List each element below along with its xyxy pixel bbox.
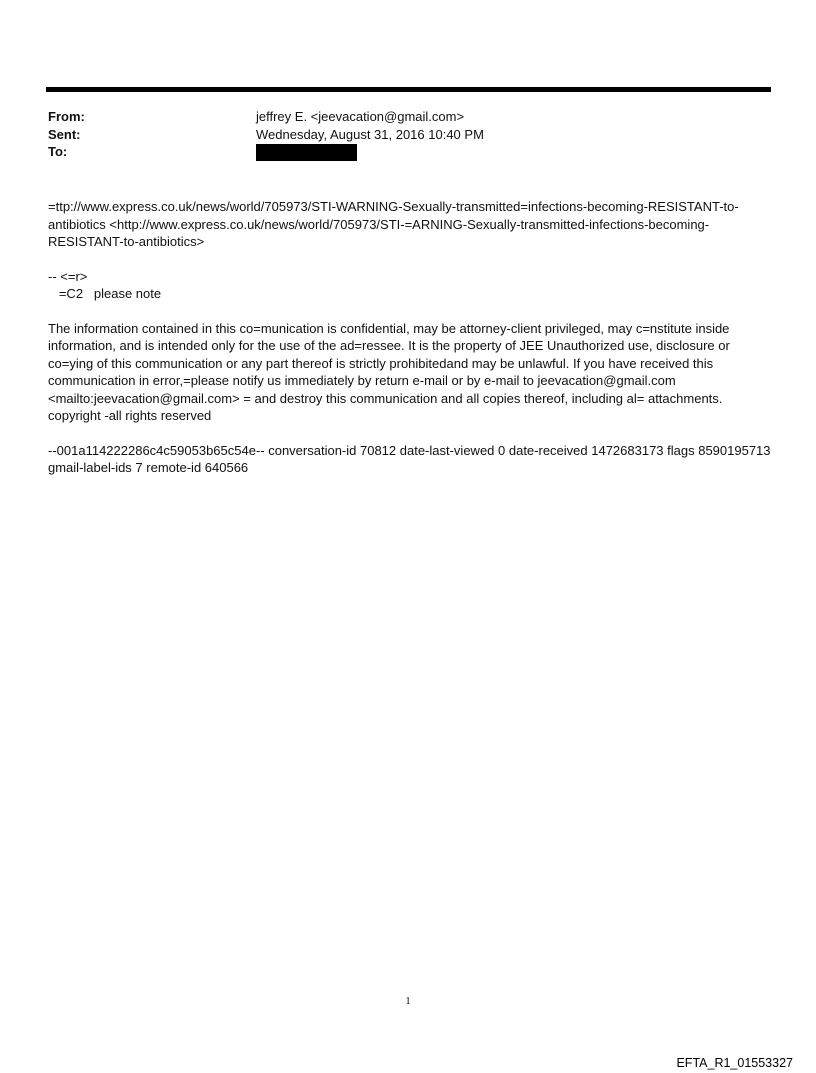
- signature-line-2: =C2 please note: [48, 286, 162, 301]
- from-label: From:: [48, 109, 85, 124]
- from-row: [48, 108, 768, 126]
- sent-value: Wednesday, August 31, 2016 10:40 PM: [256, 126, 484, 142]
- signature-line-1: -- <=r>: [48, 268, 88, 284]
- email-header: [48, 108, 768, 161]
- metadata-paragraph: --001a114222286c4c59053b65c54e-- conversation-id 70812 date-last-viewed 0 date-received 1472683173 flags 8590195713 gmail-label-ids 7 remote-id 640566: [48, 442, 771, 475]
- email-body: [48, 198, 776, 494]
- sent-row: [48, 126, 768, 144]
- page-number: 1: [405, 995, 411, 1007]
- from-value: jeffrey E. <jeevacation@gmail.com>: [256, 109, 465, 124]
- header-divider: [46, 87, 771, 92]
- to-row: [48, 143, 768, 161]
- bates-number: EFTA_R1_01553327: [676, 1056, 793, 1070]
- link-paragraph: =ttp://www.express.co.uk/news/world/705973/STI-WARNING-Sexually-transmitted=infections-becoming-RESISTANT-to-antibiotics <http://www.express.co.uk/news/world/705973/STI-=ARNING-Sexually-transmitted-infections-becoming-RESISTANT-to-antibiotics>: [48, 199, 739, 249]
- redaction-box: [256, 144, 357, 161]
- disclaimer-paragraph: The information contained in this co=munication is confidential, may be attorney-client privileged, may c=nstitute inside information, and is intended only for the use of the ad=ressee. It is the property of JEE Unauthorized use, disclosure or co=ying of this communication or any part thereof is strictly prohibitedand may be unlawful. If you have received this communication in error,=please notify us immediately by return e-mail or by e-mail to jeevacation@gmail.com <mailto:jeevacation@gmail.com> = and destroy this communication and all copies thereof, including al= attachments. copyright -all rights reserved: [48, 320, 730, 423]
- to-label: To:: [48, 144, 68, 159]
- sent-label: Sent:: [48, 126, 81, 142]
